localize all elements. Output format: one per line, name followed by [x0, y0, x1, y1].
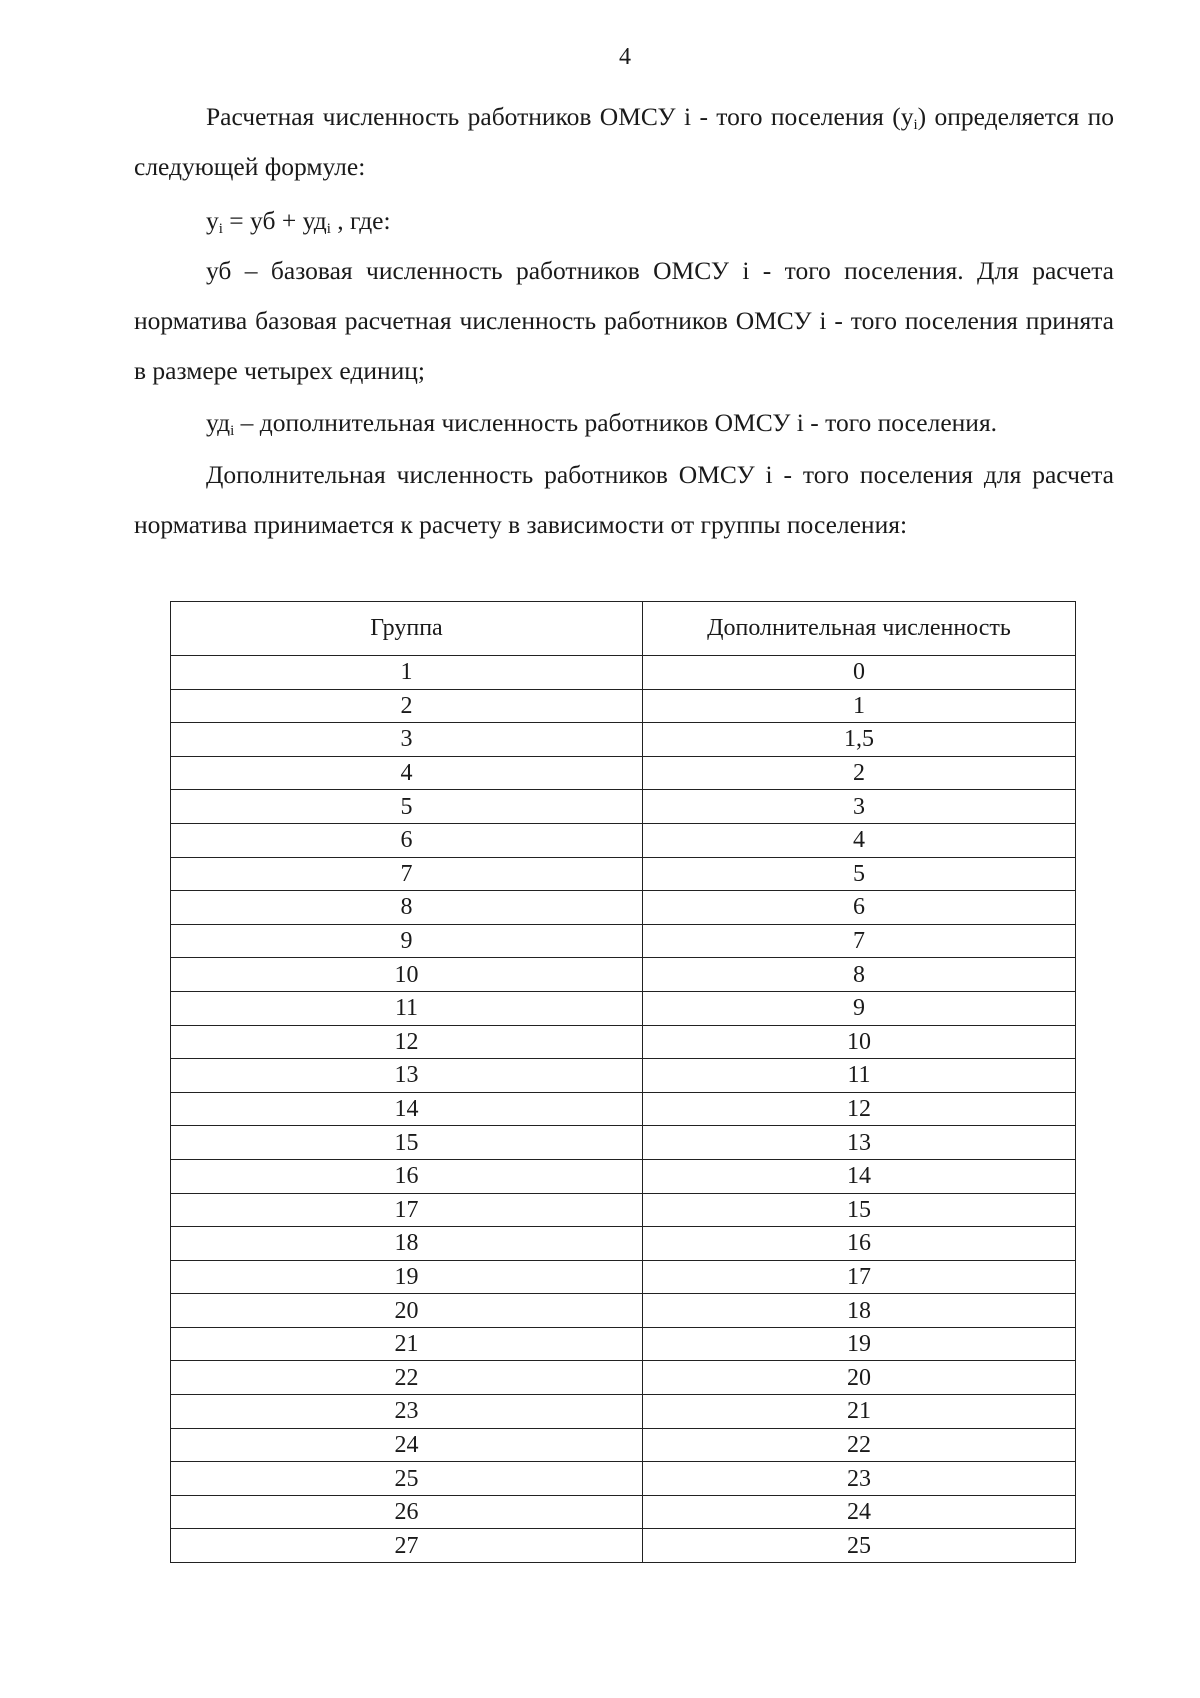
table-row [171, 891, 1076, 925]
paragraph-base-headcount [134, 246, 1114, 396]
cell-group: 25 [171, 1462, 643, 1496]
cell-additional-headcount: 22 [643, 1428, 1076, 1462]
cell-additional-headcount: 15 [643, 1193, 1076, 1227]
cell-additional-headcount: 3 [643, 790, 1076, 824]
table-row [171, 1327, 1076, 1361]
cell-additional-headcount: 9 [643, 991, 1076, 1025]
table-row [171, 756, 1076, 790]
formula-line [134, 196, 1114, 246]
paragraph-text: Расчетная численность работников ОМСУ i - того поселения (y [206, 102, 914, 131]
table-row [171, 1126, 1076, 1160]
paragraph-text: – дополнительная численность работников ОМСУ i - того поселения. [234, 408, 998, 437]
table-row [171, 1395, 1076, 1429]
cell-additional-headcount: 5 [643, 857, 1076, 891]
cell-group: 21 [171, 1327, 643, 1361]
table-row [171, 1059, 1076, 1093]
cell-group: 2 [171, 689, 643, 723]
table-row [171, 656, 1076, 690]
paragraph-text: уб – базовая численность работников ОМСУ i - того поселения. Для расчета норматива базовая расчетная численность работников ОМСУ i - того поселения принята в размере четырех единиц; [134, 256, 1114, 385]
paragraph-additional-headcount-def [134, 398, 1114, 448]
cell-additional-headcount: 2 [643, 756, 1076, 790]
cell-group: 20 [171, 1294, 643, 1328]
cell-group: 14 [171, 1092, 643, 1126]
header-additional-headcount: Дополнительная численность [643, 602, 1076, 656]
cell-additional-headcount: 13 [643, 1126, 1076, 1160]
cell-group: 4 [171, 756, 643, 790]
table-header-row [171, 602, 1076, 656]
cell-additional-headcount: 7 [643, 924, 1076, 958]
paragraph-text: ) определяется по следующей формуле: [134, 102, 1114, 181]
cell-additional-headcount: 14 [643, 1159, 1076, 1193]
cell-additional-headcount: 24 [643, 1495, 1076, 1529]
page-number: 4 [619, 44, 631, 70]
cell-additional-headcount: 6 [643, 891, 1076, 925]
paragraph-additional-headcount-groups [134, 450, 1114, 550]
table-row [171, 857, 1076, 891]
table-row [171, 1159, 1076, 1193]
cell-group: 12 [171, 1025, 643, 1059]
cell-group: 6 [171, 823, 643, 857]
table-body [171, 656, 1076, 1563]
table-row [171, 1193, 1076, 1227]
table-row [171, 1529, 1076, 1563]
cell-additional-headcount: 20 [643, 1361, 1076, 1395]
subscript-i: i [326, 221, 331, 237]
cell-group: 8 [171, 891, 643, 925]
table-row [171, 1227, 1076, 1261]
cell-additional-headcount: 11 [643, 1059, 1076, 1093]
table-row [171, 924, 1076, 958]
table-row [171, 1428, 1076, 1462]
paragraph-text: Дополнительная численность работников ОМСУ i - того поселения для расчета норматива принимается к расчету в зависимости от группы поселения: [134, 460, 1114, 539]
table-row [171, 1361, 1076, 1395]
cell-group: 24 [171, 1428, 643, 1462]
table-row [171, 723, 1076, 757]
cell-group: 16 [171, 1159, 643, 1193]
cell-group: 19 [171, 1260, 643, 1294]
cell-additional-headcount: 21 [643, 1395, 1076, 1429]
cell-additional-headcount: 4 [643, 823, 1076, 857]
cell-additional-headcount: 0 [643, 656, 1076, 690]
cell-group: 9 [171, 924, 643, 958]
subscript-i: i [913, 117, 918, 133]
cell-additional-headcount: 1 [643, 689, 1076, 723]
table-row [171, 1092, 1076, 1126]
cell-group: 17 [171, 1193, 643, 1227]
cell-group: 27 [171, 1529, 643, 1563]
table-row [171, 1025, 1076, 1059]
cell-group: 26 [171, 1495, 643, 1529]
cell-group: 3 [171, 723, 643, 757]
cell-group: 13 [171, 1059, 643, 1093]
cell-group: 5 [171, 790, 643, 824]
subscript-i: i [230, 423, 235, 439]
table-row [171, 689, 1076, 723]
table-row [171, 958, 1076, 992]
cell-group: 10 [171, 958, 643, 992]
table-row [171, 1260, 1076, 1294]
cell-additional-headcount: 25 [643, 1529, 1076, 1563]
table-row [171, 1462, 1076, 1496]
group-headcount-table [170, 601, 1076, 1563]
table-row [171, 991, 1076, 1025]
cell-additional-headcount: 1,5 [643, 723, 1076, 757]
cell-additional-headcount: 18 [643, 1294, 1076, 1328]
subscript-i: i [218, 221, 223, 237]
paragraph-calc-headcount [134, 92, 1114, 192]
formula-text: = уб + уд [222, 206, 327, 235]
cell-group: 15 [171, 1126, 643, 1160]
cell-group: 22 [171, 1361, 643, 1395]
table-row [171, 823, 1076, 857]
header-group: Группа [171, 602, 643, 656]
cell-additional-headcount: 19 [643, 1327, 1076, 1361]
table-row [171, 790, 1076, 824]
table-row [171, 1495, 1076, 1529]
cell-additional-headcount: 17 [643, 1260, 1076, 1294]
cell-additional-headcount: 10 [643, 1025, 1076, 1059]
formula-text: , где: [330, 206, 391, 235]
cell-group: 23 [171, 1395, 643, 1429]
cell-additional-headcount: 23 [643, 1462, 1076, 1496]
table-row [171, 1294, 1076, 1328]
paragraph-text: уд [206, 408, 231, 437]
cell-group: 11 [171, 991, 643, 1025]
cell-additional-headcount: 12 [643, 1092, 1076, 1126]
cell-group: 18 [171, 1227, 643, 1261]
cell-group: 1 [171, 656, 643, 690]
formula-text: y [206, 206, 219, 235]
cell-additional-headcount: 8 [643, 958, 1076, 992]
cell-group: 7 [171, 857, 643, 891]
cell-additional-headcount: 16 [643, 1227, 1076, 1261]
